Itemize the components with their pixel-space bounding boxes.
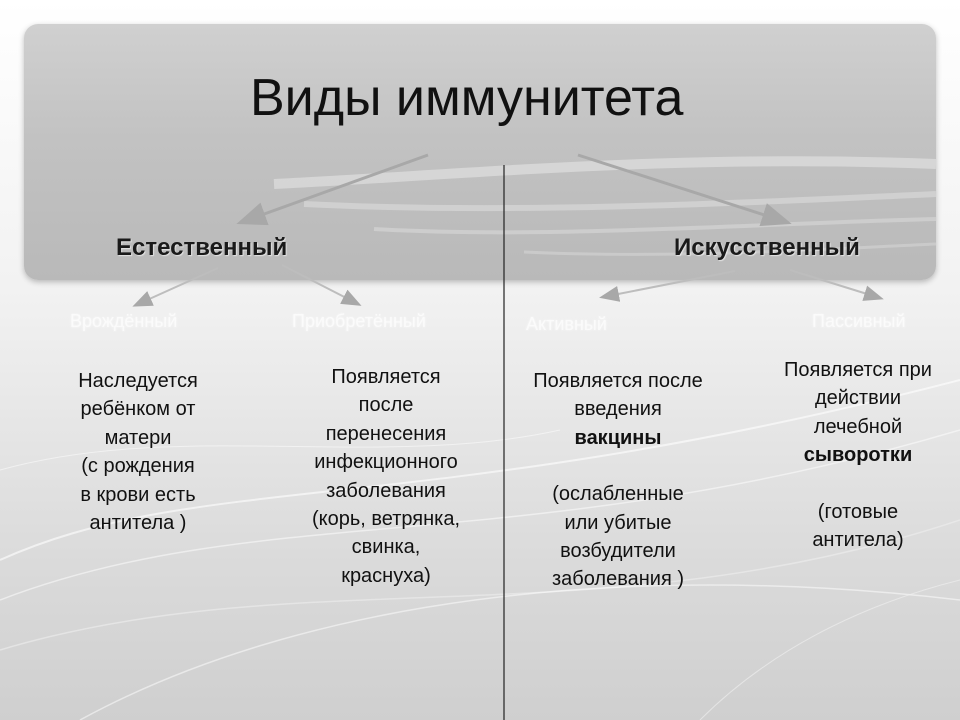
spacer [758,470,958,498]
text-line: ребёнком от [80,398,196,421]
category-artificial: Искусственный [674,234,860,261]
text-line: антитела ) [89,511,187,534]
arrow-to-active [603,271,735,297]
arrow-to-passive [790,270,880,298]
acquired-description [284,363,488,590]
text-line: в крови есть [80,483,196,506]
text-line: введения [574,398,662,421]
text-line: (корь, ветрянка, [311,507,461,530]
text-line: Наследуется [78,370,198,392]
subcategory-innate: Врождённый [70,311,178,331]
arrow-to-natural [242,155,428,222]
text-line [508,424,728,452]
text-line: заболевания ) [551,568,684,591]
text-line: (с рождения [81,455,195,478]
spacer [508,452,728,480]
text-line: краснуха) [341,564,431,587]
text-line [758,441,958,469]
arrow-to-innate [136,268,218,305]
serum-keyword: сыворотки [803,444,913,467]
text-line: действии [814,387,902,410]
innate-description [40,367,236,537]
vaccine-keyword: вакцины [574,426,662,449]
text-line: инфекционного [314,451,458,474]
text-line: перенесения [325,422,447,445]
category-natural: Естественный [116,234,288,261]
text-line: заболевания [326,479,446,502]
text-line: лечебной [813,415,903,438]
text-line: Появляется после [533,370,703,392]
text-line: Появляется при [784,359,932,381]
text-line: антитела) [812,528,904,551]
text-line: или убитые [564,511,672,534]
subcategory-passive: Пассивный [812,311,906,331]
arrow-to-artificial [578,155,786,222]
text-line: матери [104,426,172,449]
active-description [508,367,728,594]
subcategory-acquired: Приобретённый [292,311,426,331]
subcategory-active: Активный [526,314,607,334]
text-line: Появляется [331,366,441,388]
page-title: Виды иммунитета [250,69,684,127]
arrow-to-acquired [282,265,358,304]
text-line: после [358,394,414,417]
text-line: (ослабленные [552,483,684,506]
text-line: свинка, [351,536,421,559]
text-line: (готовые [817,500,899,523]
text-line: возбудители [560,539,676,562]
passive-description [758,356,958,554]
